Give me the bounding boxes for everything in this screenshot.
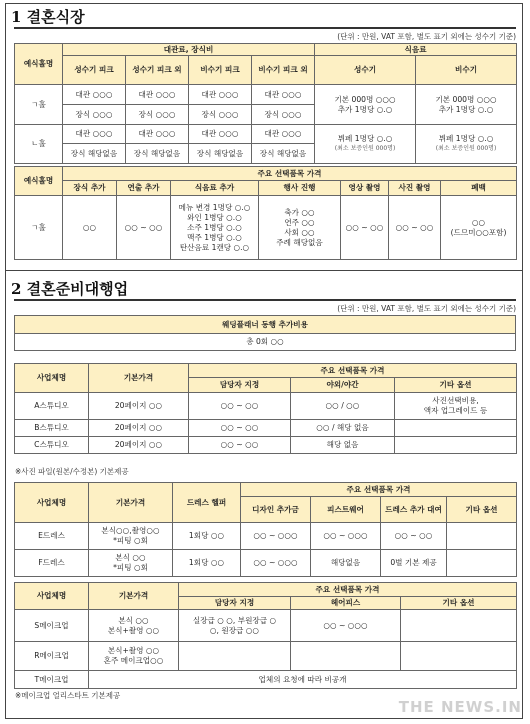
base-line: 본식+촬영 ○○ (107, 646, 160, 655)
section1-unit-note: (단위 : 만원, VAT 포함, 별도 표기 외에는 성수기 기준) (337, 32, 516, 41)
header-design: 디자인 추가금 (241, 497, 311, 523)
group-rental: 대관료, 장식비 (63, 44, 315, 56)
rental-price: 대관 ○○○ (252, 85, 315, 105)
header-etc: 기타 옵션 (395, 378, 517, 393)
staff-price: ○○ ~ ○○ (189, 437, 291, 454)
outdoor-price: ○○ / ○○ (291, 393, 395, 420)
base-price (89, 523, 173, 550)
rental-price: 대관 ○○○ (126, 125, 189, 144)
etc-options (447, 550, 517, 577)
header-video: 영상 촬영 (341, 181, 389, 196)
food-add-item: 탄산음료 1캔당 ○.○ (179, 242, 250, 252)
makeup-name: S메이크업 (15, 610, 89, 642)
studio-name: A스튜디오 (15, 393, 89, 420)
rental-price: 대관 ○○○ (189, 125, 252, 144)
extra-dress-price: 0벌 기본 제공 (381, 550, 447, 577)
rental-price: 대관 ○○○ (252, 125, 315, 144)
food-add-item: 와인 1병당 ○.○ (187, 212, 242, 222)
design-price: ○○ ~ ○○○ (241, 550, 311, 577)
food-line: 뷔페 1명당 ○.○ (438, 134, 494, 143)
group-options: 주요 선택품목 가격 (63, 167, 517, 181)
col-venue: 예식홀명 (15, 167, 63, 196)
decor-price: 장식 해당없음 (126, 144, 189, 164)
staff-price: ○○ ~ ○○ (189, 420, 291, 437)
rental-price: 대관 ○○○ (126, 85, 189, 105)
header-food-add: 식음료 추가 (171, 181, 259, 196)
header-outdoor: 야외/야간 (291, 378, 395, 393)
firstwear-price: ○○ ~ ○○○ (311, 523, 381, 550)
base-price: 20페이지 ○○ (89, 420, 189, 437)
outdoor-price: ○○ / 해당 없음 (291, 420, 395, 437)
decor-add-price: ○○ (63, 196, 117, 260)
watermark-logo: THE NEWS.IN (398, 698, 522, 716)
group-options: 주요 선택품목 가격 (241, 483, 517, 497)
food-price-off (416, 85, 517, 125)
food-add-item: 소주 1병당 ○.○ (187, 222, 242, 232)
studio-name: B스튜디오 (15, 420, 89, 437)
decor-price: 장식 ○○○ (252, 105, 315, 125)
etc-line: 액자 업그레이드 등 (423, 406, 488, 415)
header-peak-season-offpeak: 성수기 피크 외 (126, 56, 189, 85)
header-decor-add: 장식 추가 (63, 181, 117, 196)
helper-price: 1회당 ○○ (173, 550, 241, 577)
base-price: 20페이지 ○○ (89, 393, 189, 420)
pyebaek-line: (드므미○○포함) (450, 227, 507, 237)
food-note: (최소 보증인원 000명) (435, 145, 497, 152)
dress-table (14, 482, 517, 577)
decor-price: 장식 ○○○ (189, 105, 252, 125)
studio-table (14, 363, 517, 454)
header-food-off: 비수기 (416, 56, 517, 85)
dress-name: F드레스 (15, 550, 89, 577)
food-price-off (416, 125, 517, 164)
header-off-season-peak: 비수기 피크 (189, 56, 252, 85)
makeup-name: T메이크업 (15, 671, 89, 689)
etc-options (395, 393, 517, 420)
event-item: 주례 해당없음 (276, 237, 323, 247)
header-extra-dress: 드레스 추가 대여 (381, 497, 447, 523)
header-event: 행사 진행 (259, 181, 341, 196)
base-line: 본식 ○○ (115, 553, 146, 562)
venue-name: ㄱ홀 (15, 85, 63, 125)
group-options: 주요 선택품목 가격 (179, 583, 517, 597)
helper-price: 1회당 ○○ (173, 523, 241, 550)
food-line: 뷔페 1명당 ○.○ (337, 134, 393, 143)
decor-price: 장식 해당없음 (189, 144, 252, 164)
header-effects-add: 연출 추가 (117, 181, 171, 196)
base-price: 20페이지 ○○ (89, 437, 189, 454)
base-price (89, 550, 173, 577)
header-staff: 담당자 지정 (189, 378, 291, 393)
section2-title: 2 결혼준비대행업 (11, 280, 129, 298)
design-price: ○○ ~ ○○○ (241, 523, 311, 550)
rental-price: 대관 ○○○ (63, 85, 126, 105)
staff-line: ○, 원장급 ○○ (209, 625, 260, 635)
studio-name: C스튜디오 (15, 437, 89, 454)
etc-line: 사진선택비용, (432, 396, 479, 405)
decor-price: 장식 ○○○ (126, 105, 189, 125)
photo-price: ○○ ~ ○○ (389, 196, 441, 260)
section2-rule (14, 299, 516, 301)
food-line: 기본 000명 ○○○ (334, 94, 396, 104)
base-line: 본식○○,촬영○○ (101, 526, 160, 535)
pyebaek-line: ○○ (471, 217, 486, 227)
rental-price: 대관 ○○○ (63, 125, 126, 144)
group-food: 식음료 (315, 44, 517, 56)
firstwear-price: 해당없음 (311, 550, 381, 577)
header-peak-season-peak: 성수기 피크 (63, 56, 126, 85)
header-firstwear: 피스트웨어 (311, 497, 381, 523)
outdoor-price: 해당 없음 (291, 437, 395, 454)
makeup-note: ※메이크업 얼리스타트 기본제공 (15, 691, 121, 700)
base-line: 본식+촬영 ○○ (107, 625, 160, 635)
event-item: 사회 ○○ (284, 227, 315, 237)
header-pyebaek: 폐백 (441, 181, 517, 196)
col-business: 사업체명 (15, 364, 89, 393)
food-add-item: 메뉴 변경 1명당 ○.○ (178, 202, 251, 212)
etc-options (401, 642, 517, 671)
staff-line: 실장급 ○ ○, 부원장급 ○ (192, 615, 277, 625)
venue-options-table (14, 166, 517, 260)
food-add-list (171, 196, 259, 260)
event-item: 연주 ○○ (284, 217, 315, 227)
base-price (89, 642, 179, 671)
rental-price: 대관 ○○○ (189, 85, 252, 105)
section2-unit-note: (단위 : 만원, VAT 포함, 별도 표기 외에는 성수기 기준) (337, 304, 516, 313)
section-divider (5, 270, 523, 271)
makeup-name: R메이크업 (15, 642, 89, 671)
extra-dress-price: ○○ ~ ○○ (381, 523, 447, 550)
etc-options (401, 610, 517, 642)
undisclosed-note: 업체의 요청에 따라 비공개 (89, 671, 517, 689)
header-food-peak: 성수기 (315, 56, 416, 85)
food-price-peak (315, 125, 416, 164)
venue-name: ㄱ홀 (15, 196, 63, 260)
base-line: 혼주 메이크업○○ (103, 656, 164, 665)
planner-header: 웨딩플래너 동행 추가비용 (15, 316, 516, 334)
col-base-price: 기본가격 (89, 483, 173, 523)
food-add-item: 맥주 1병당 ○.○ (187, 232, 242, 242)
etc-options (395, 420, 517, 437)
decor-price: 장식 ○○○ (63, 105, 126, 125)
col-base-price: 기본가격 (89, 364, 189, 393)
base-line: *피팅 ○회 (113, 563, 148, 572)
staff-price (179, 642, 291, 671)
event-list (259, 196, 341, 260)
col-dress-helper: 드레스 헬퍼 (173, 483, 241, 523)
food-line: 기본 000명 ○○○ (435, 94, 497, 104)
dress-name: E드레스 (15, 523, 89, 550)
section1-title: 1 결혼식장 (11, 8, 85, 26)
food-line: 추가 1명당 ○.○ (438, 104, 494, 114)
staff-price (179, 610, 291, 642)
planner-value: 총 0회 ○○ (15, 334, 516, 351)
etc-options (395, 437, 517, 454)
effects-add-price: ○○ ~ ○○ (117, 196, 171, 260)
video-price: ○○ ~ ○○ (341, 196, 389, 260)
header-etc: 기타 옵션 (447, 497, 517, 523)
col-business: 사업체명 (15, 483, 89, 523)
studio-note: ※사진 파일(원본/수정본) 기본제공 (15, 467, 129, 476)
planner-table (14, 315, 516, 351)
decor-price: 장식 해당없음 (63, 144, 126, 164)
hairpiece-price: ○○ ~ ○○○ (291, 610, 401, 642)
header-photo: 사진 촬영 (389, 181, 441, 196)
food-line: 추가 1명당 ○.○ (337, 104, 393, 114)
header-etc: 기타 옵션 (401, 597, 517, 610)
col-business: 사업체명 (15, 583, 89, 610)
header-staff: 담당자 지정 (179, 597, 291, 610)
food-price-peak (315, 85, 416, 125)
event-item: 축가 ○○ (284, 207, 315, 217)
decor-price: 장식 해당없음 (252, 144, 315, 164)
header-off-season-offpeak: 비수기 피크 외 (252, 56, 315, 85)
base-line: *피팅 ○회 (113, 536, 148, 545)
makeup-table (14, 582, 517, 689)
staff-price: ○○ ~ ○○ (189, 393, 291, 420)
venue-price-table (14, 43, 517, 164)
group-options: 주요 선택품목 가격 (189, 364, 517, 378)
food-note: (최소 보증인원 000명) (334, 145, 396, 152)
header-hairpiece: 헤어피스 (291, 597, 401, 610)
venue-name: ㄴ홀 (15, 125, 63, 164)
base-price (89, 610, 179, 642)
etc-options (447, 523, 517, 550)
section1-rule (14, 27, 516, 29)
pyebaek-price (441, 196, 517, 260)
base-line: 본식 ○○ (118, 615, 149, 625)
col-base-price: 기본가격 (89, 583, 179, 610)
col-venue: 예식홀명 (15, 44, 63, 85)
hairpiece-price (291, 642, 401, 671)
